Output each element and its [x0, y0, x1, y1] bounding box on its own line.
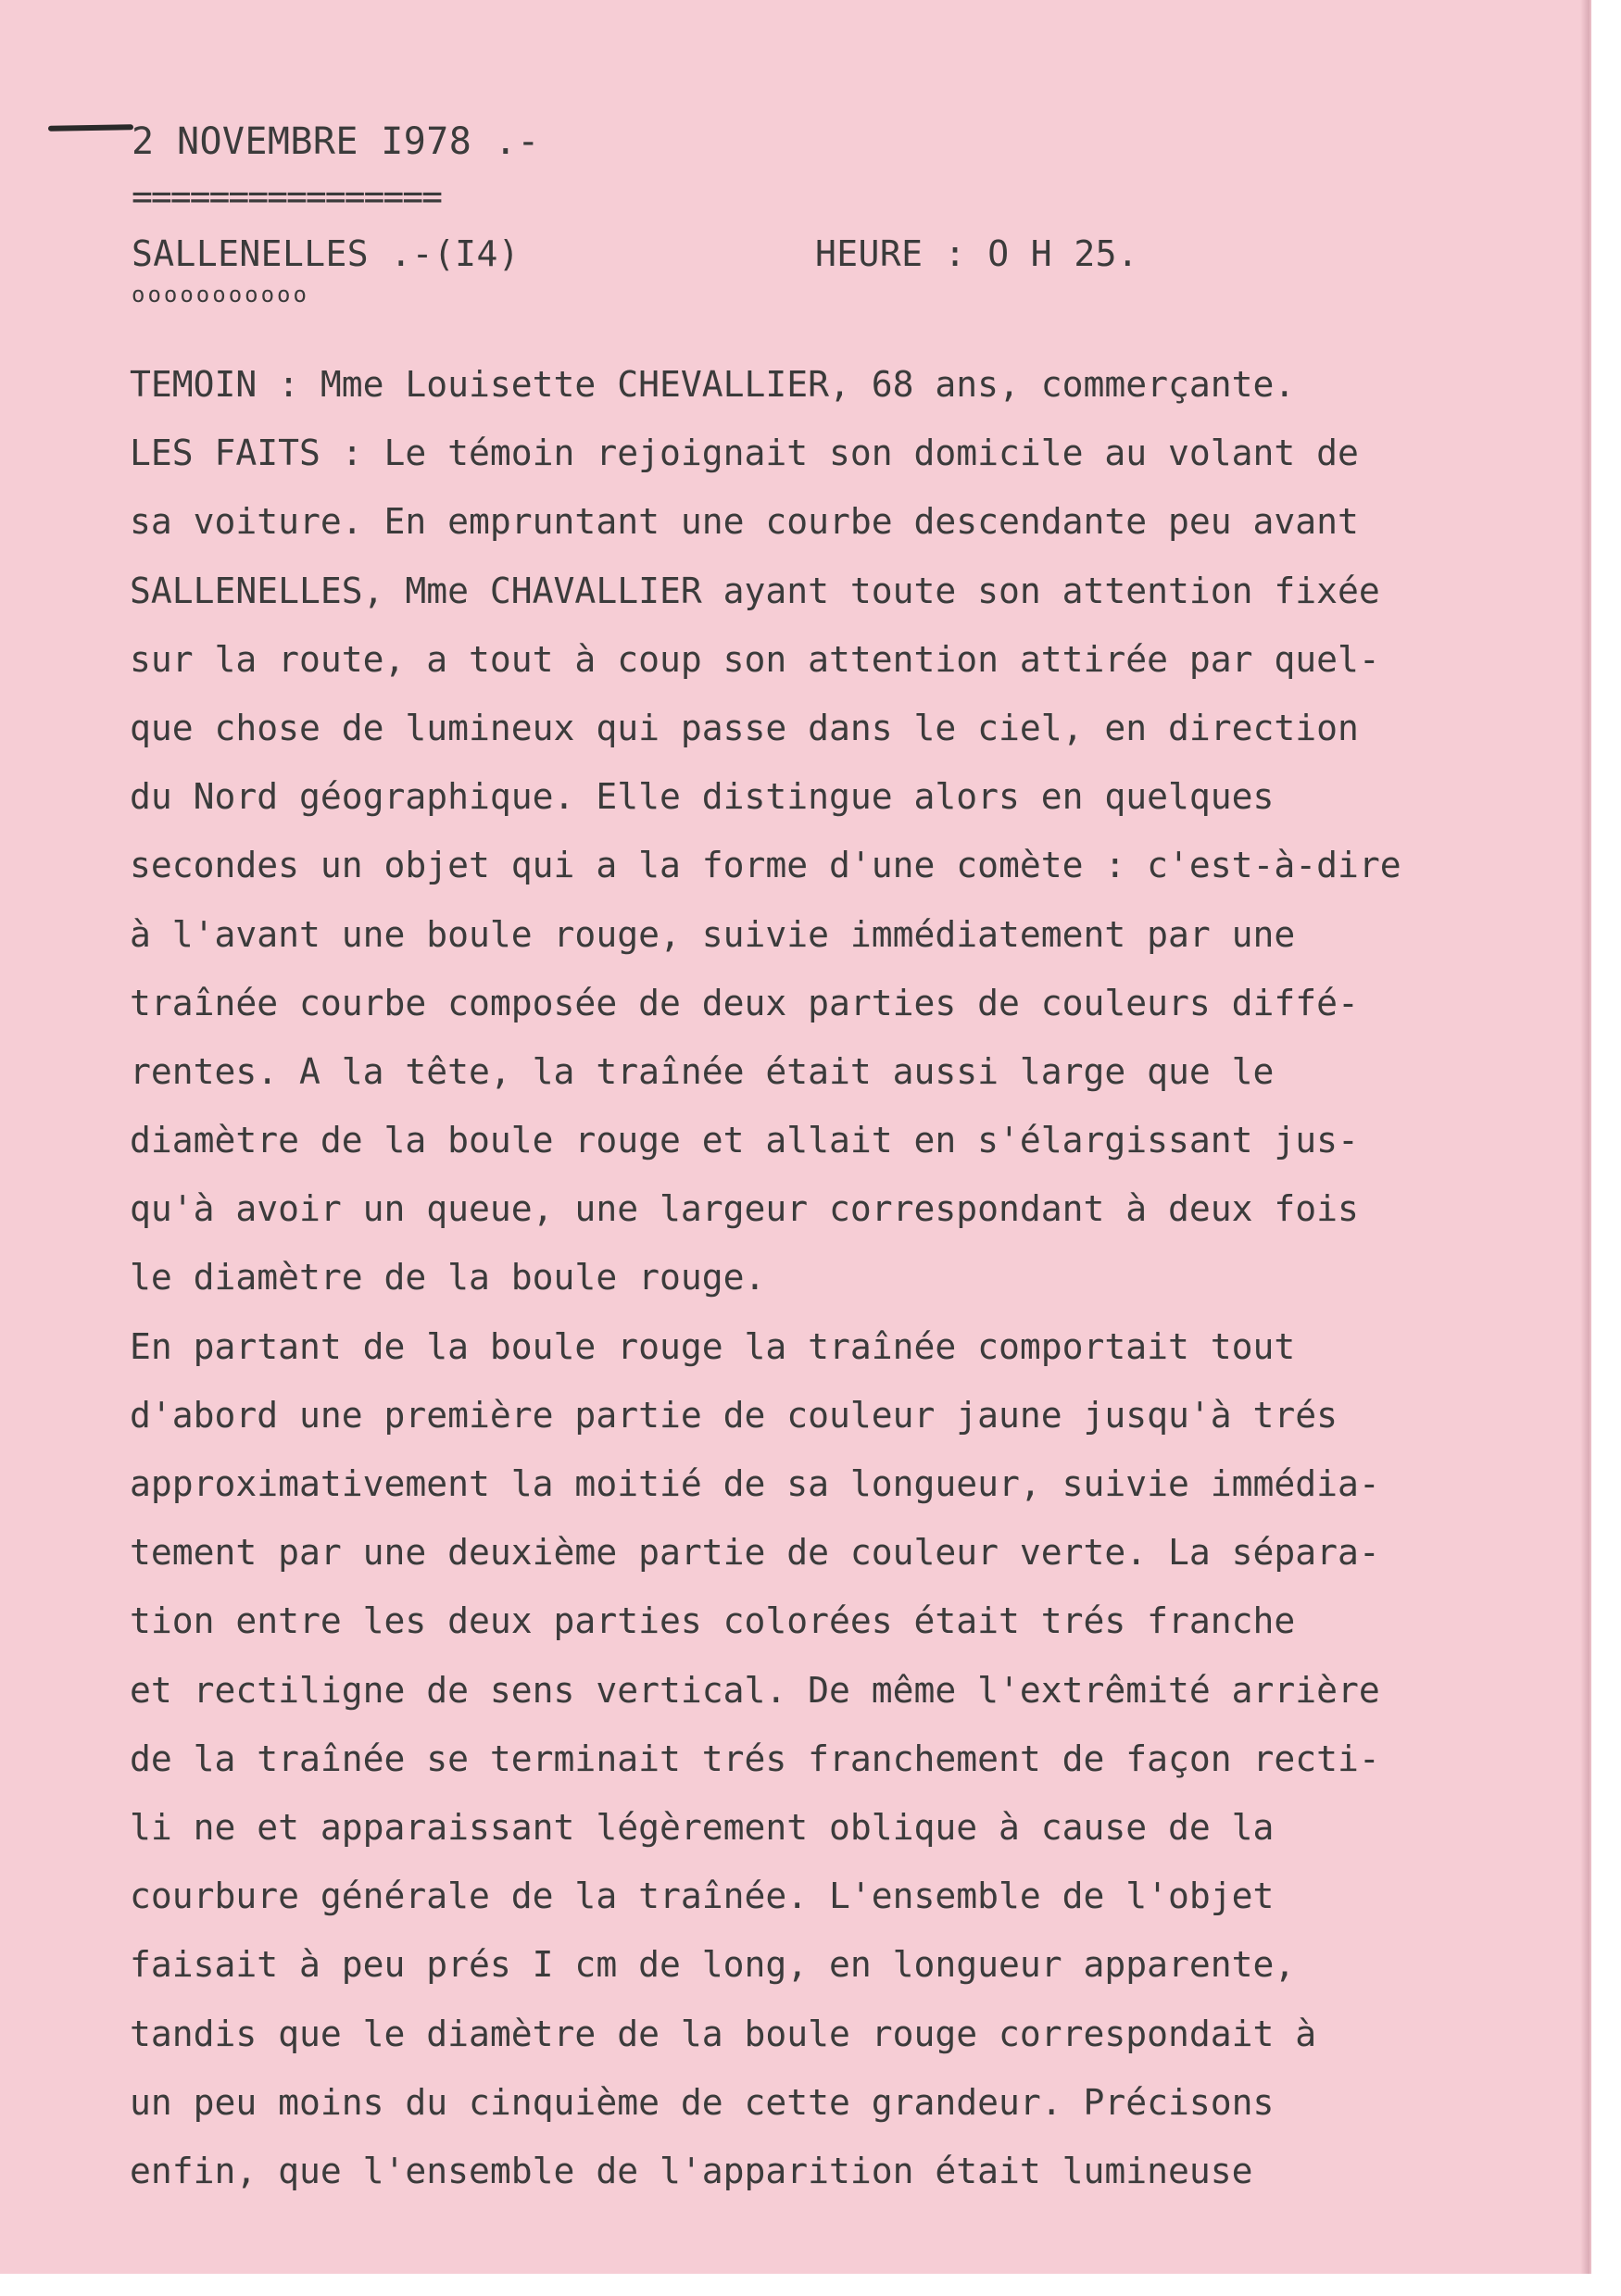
body-line: secondes un objet qui a la forme d'une comète : c'est-à-dire [130, 845, 1401, 886]
body-line: tion entre les deux parties colorées était trés franche [130, 1600, 1296, 1642]
body-line: et rectiligne de sens vertical. De même l'extrêmité arrière [130, 1669, 1380, 1711]
body-line: diamètre de la boule rouge et allait en s'élargissant jus- [130, 1120, 1359, 1161]
report-time: HEURE : O H 25. [815, 233, 1139, 274]
body-line: tandis que le diamètre de la boule rouge correspondait à [130, 2013, 1317, 2054]
body-line: de la traînée se terminait trés franchement de façon recti- [130, 1738, 1380, 1779]
body-line: à l'avant une boule rouge, suivie immédiatement par une [130, 913, 1296, 955]
body-line: approximativement la moitié de sa longueur, suivie immédia- [130, 1463, 1380, 1504]
body-line: sur la route, a tout à coup son attention attirée par quel- [130, 638, 1380, 680]
body-line: qu'à avoir un queue, une largeur correspondant à deux fois [130, 1188, 1359, 1230]
body-line: SALLENELLES, Mme CHAVALLIER ayant toute son attention fixée [130, 570, 1380, 611]
body-line: d'abord une première partie de couleur jaune jusqu'à trés [130, 1394, 1338, 1436]
body-line: tement par une deuxième partie de couleur verte. La sépara- [130, 1532, 1380, 1574]
body-line: rentes. A la tête, la traînée était aussi large que le [130, 1050, 1275, 1092]
body-line: LES FAITS : Le témoin rejoignait son domicile au volant de [130, 433, 1359, 474]
body-line: traînée courbe composée de deux parties de couleurs diffé- [130, 982, 1359, 1023]
date-underline: ================ [132, 176, 442, 217]
body-line: En partant de la boule rouge la traînée comportait tout [130, 1325, 1296, 1367]
body-line: faisait à peu prés I cm de long, en longueur apparente, [130, 1944, 1296, 1986]
body-line: li ne et apparaissant légèrement oblique à cause de la [130, 1806, 1275, 1848]
body-line: enfin, que l'ensemble de l'apparition était lumineuse [130, 2150, 1253, 2191]
report-location: SALLENELLES .-(I4) [132, 233, 521, 274]
ink-mark [48, 124, 133, 132]
body-line: TEMOIN : Mme Louisette CHEVALLIER, 68 ans, commerçante. [130, 364, 1296, 405]
body-line: sa voiture. En empruntant une courbe descendante peu avant [130, 501, 1359, 543]
body-line: courbure générale de la traînée. L'ensemble de l'objet [130, 1876, 1275, 1917]
report-body [130, 350, 1401, 2205]
paper-edge [1580, 0, 1590, 2274]
body-line: un peu moins du cinquième de cette grandeur. Précisons [130, 2081, 1275, 2123]
body-line: du Nord géographique. Elle distingue alors en quelques [130, 776, 1275, 818]
report-date: 2 NOVEMBRE I978 .- [132, 120, 540, 163]
body-line: que chose de lumineux qui passe dans le ciel, en direction [130, 707, 1359, 748]
body-line: le diamètre de la boule rouge. [130, 1257, 766, 1299]
location-underline: ooooooooooo [132, 282, 309, 307]
